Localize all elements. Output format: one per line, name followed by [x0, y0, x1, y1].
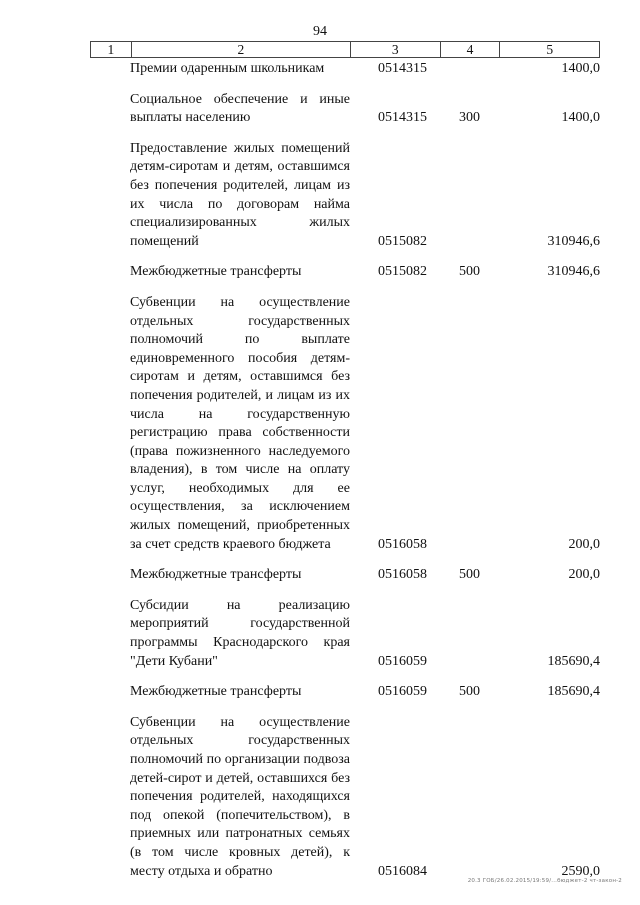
row-description: Субвенции на осуществление отдельных государственных полномочий по выплате единовременного пособия детям-сиротам и детям, оставшимся без попечения родителей, и лицам из их числа на государственную регистрацию права собственности (права пожизненного наследуемого владения), в том числе на оплату услуг, необходимых для ее осуществления, за исключением жилых помещений, приобретенных за счет средств краевого бюджета [130, 294, 350, 552]
table-body [130, 58, 600, 881]
table-row [130, 60, 600, 79]
table-row [130, 294, 600, 554]
row-type: 500 [459, 264, 480, 280]
row-code: 0514315 [378, 110, 427, 126]
row-amount: 310946,6 [547, 264, 600, 280]
row-description: Субсидии на реализацию мероприятий государственной программы Краснодарского края "Дети Кубани" [130, 597, 350, 669]
row-amount: 200,0 [568, 536, 600, 552]
row-code: 0516059 [378, 653, 427, 669]
row-amount: 1400,0 [561, 61, 600, 76]
page-number: 94 [313, 24, 327, 39]
table-row [130, 566, 600, 585]
table-row [130, 597, 600, 671]
header-col-4: 4 [440, 42, 500, 57]
header-col-2: 2 [131, 42, 350, 57]
row-description: Межбюджетные трансферты [130, 264, 302, 280]
row-code: 0516059 [378, 684, 427, 700]
table-header [90, 41, 600, 58]
row-code: 0516058 [378, 536, 427, 552]
table-row [130, 91, 600, 128]
table-row [130, 263, 600, 282]
row-amount: 310946,6 [547, 233, 600, 249]
table-row [130, 140, 600, 252]
row-amount: 2590,0 [561, 863, 600, 879]
row-type: 500 [459, 684, 480, 700]
row-description: Социальное обеспечение и иные выплаты населению [130, 91, 350, 126]
header-col-3: 3 [350, 42, 440, 57]
row-amount: 185690,4 [547, 653, 600, 669]
row-amount: 1400,0 [561, 110, 600, 126]
row-amount: 200,0 [568, 567, 600, 583]
row-code: 0516084 [378, 863, 427, 879]
row-description: Премии одаренным школьникам [130, 61, 325, 76]
header-col-5: 5 [499, 42, 599, 57]
row-type: 300 [459, 110, 480, 126]
row-code: 0515082 [378, 264, 427, 280]
row-code: 0515082 [378, 233, 427, 249]
header-col-1: 1 [107, 41, 115, 57]
row-description: Межбюджетные трансферты [130, 567, 302, 583]
row-code: 0516058 [378, 567, 427, 583]
footer-file-stamp: 20.3 ГОБ/26.02.2015/19:59/...бюджет-2 чт-закон-2 [467, 878, 622, 884]
table-row [130, 714, 600, 881]
row-code: 0514315 [378, 61, 427, 76]
table-row [130, 683, 600, 702]
row-description: Субвенции на осуществление отдельных государственных полномочий по организации подвоза детей-сирот и детей, оставшихся без попечения родителей, находящихся под опекой (попечительством), в приемных или патронатных семьях (в том числе кровных детей), к месту отдыха и обратно [130, 714, 350, 879]
row-description: Межбюджетные трансферты [130, 684, 302, 700]
row-amount: 185690,4 [547, 684, 600, 700]
row-type: 500 [459, 567, 480, 583]
row-description: Предоставление жилых помещений детям-сиротам и детям, оставшимся без попечения родителей, лицам из их числа по договорам найма специализированных жилых помещений [130, 140, 350, 249]
